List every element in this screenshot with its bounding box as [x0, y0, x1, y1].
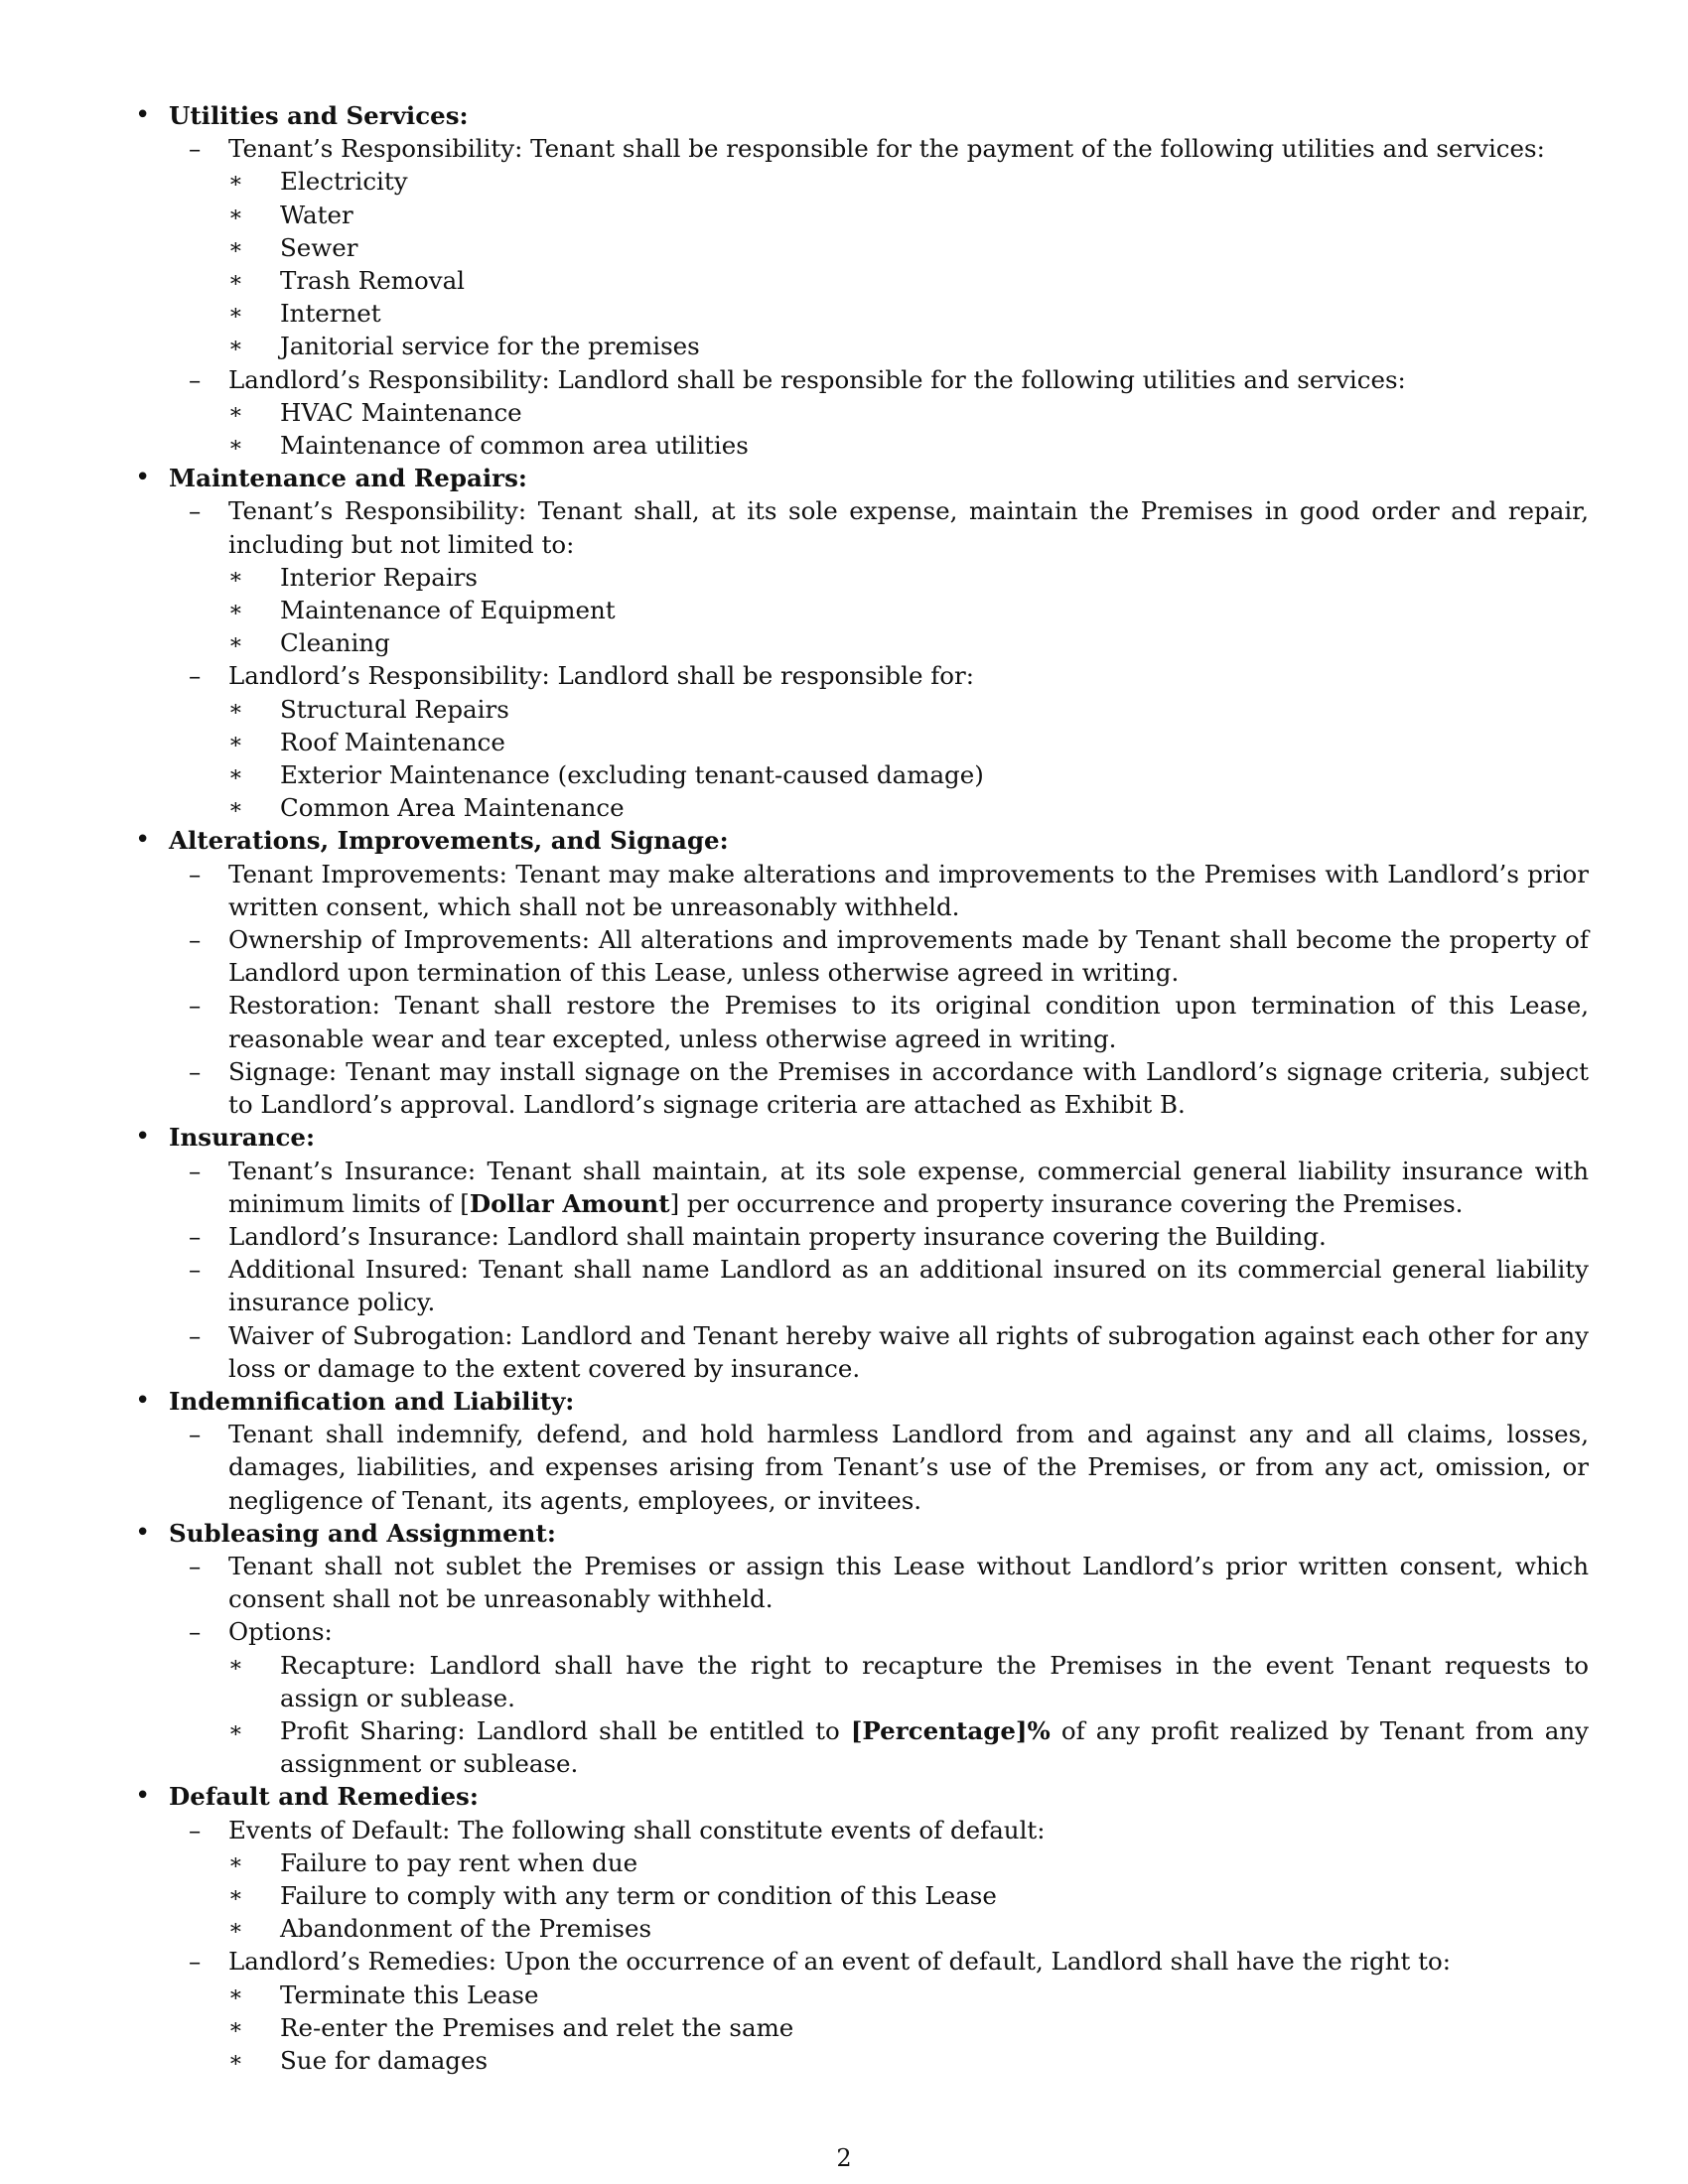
list-item: ∗ Failure to comply with any term or condition of this Lease: [228, 1879, 1589, 1912]
list-item: ∗ Maintenance of common area utilities: [228, 429, 1589, 462]
list-item: – Tenant shall indemnify, defend, and hold harmless Landlord from and against any and all claims, losses, damages, liabilities, and expenses arising from Tenant’s use of the Premises, or from any act, omission, or negligence of Tenant, its agents, employees, or invitees.: [129, 1418, 1589, 1517]
section-alterations: [129, 824, 1589, 1121]
list-item: – Landlord’s Responsibility: Landlord shall be responsible for: ∗ Structural Repairs ∗ Roof Maintenance ∗ Exterior Maintenance (excluding tenant-caused damage) ∗ Common Area Maintenance: [129, 659, 1589, 824]
section-heading: Default and Remedies:: [169, 1782, 479, 1812]
list-item: – Restoration: Tenant shall restore the Premises to its original condition upon termination of this Lease, reasonable wear and tear excepted, unless otherwise agreed in writing.: [129, 989, 1589, 1054]
section-insurance: [129, 1121, 1589, 1385]
section-heading: Utilities and Services:: [169, 101, 469, 130]
lease-content: [129, 99, 1589, 2077]
list-item: ∗ Water: [228, 199, 1589, 231]
list-item: – Landlord’s Insurance: Landlord shall maintain property insurance covering the Building.: [129, 1220, 1589, 1253]
list-item: ∗ Structural Repairs: [228, 693, 1589, 726]
list-item: – Landlord’s Responsibility: Landlord shall be responsible for the following utilities and services: ∗ HVAC Maintenance ∗ Maintenance of common area utilities: [129, 363, 1589, 463]
section-subleasing: [129, 1517, 1589, 1781]
list-item: ∗ Terminate this Lease: [228, 1979, 1589, 2011]
list-item: ∗ Exterior Maintenance (excluding tenant-caused damage): [228, 758, 1589, 791]
list-item: ∗ Profit Sharing: Landlord shall be entitled to [Percentage]% of any profit realized by Tenant from any assignment or sublease.: [228, 1714, 1589, 1780]
list-item: – Ownership of Improvements: All alterations and improvements made by Tenant shall become the property of Landlord upon termination of this Lease, unless otherwise agreed in writing.: [129, 923, 1589, 989]
list-item: ∗ Recapture: Landlord shall have the right to recapture the Premises in the event Tenant requests to assign or sublease.: [228, 1649, 1589, 1714]
list-item: ∗ Common Area Maintenance: [228, 791, 1589, 824]
list-item: – Tenant shall not sublet the Premises or assign this Lease without Landlord’s prior written consent, which consent shall not be unreasonably withheld.: [129, 1550, 1589, 1615]
list-item: ∗ Roof Maintenance: [228, 726, 1589, 758]
list-item: ∗ Interior Repairs: [228, 561, 1589, 594]
list-item: ∗ Abandonment of the Premises: [228, 1912, 1589, 1945]
section-default: [129, 1780, 1589, 2077]
section-heading: Maintenance and Repairs:: [169, 464, 527, 493]
list-item: ∗ Janitorial service for the premises: [228, 330, 1589, 362]
list-item: – Tenant’s Responsibility: Tenant shall be responsible for the payment of the following utilities and services: ∗ Electricity ∗ Water ∗ Sewer ∗ Trash Removal ∗ Internet ∗ Janitorial service for the premises: [129, 132, 1589, 362]
list-item: – Tenant Improvements: Tenant may make alterations and improvements to the Premises with Landlord’s prior written consent, which shall not be unreasonably withheld.: [129, 858, 1589, 923]
list-item: ∗ Cleaning: [228, 626, 1589, 659]
section-heading: Alterations, Improvements, and Signage:: [169, 826, 729, 856]
list-item: ∗ Sue for damages: [228, 2044, 1589, 2077]
section-heading: Subleasing and Assignment:: [169, 1518, 556, 1548]
list-item: ∗ Failure to pay rent when due: [228, 1846, 1589, 1879]
list-item: ∗ Trash Removal: [228, 264, 1589, 297]
placeholder-dollar-amount: Dollar Amount: [469, 1188, 670, 1218]
section-heading: Insurance:: [169, 1123, 316, 1153]
list-item: – Waiver of Subrogation: Landlord and Tenant hereby waive all rights of subrogation against each other for any loss or damage to the extent covered by insurance.: [129, 1319, 1589, 1385]
list-item: ∗ Electricity: [228, 165, 1589, 198]
list-item: ∗ Maintenance of Equipment: [228, 594, 1589, 626]
list-item: – Signage: Tenant may install signage on the Premises in accordance with Landlord’s signage criteria, subject to Landlord’s approval. Landlord’s signage criteria are attached as Exhibit B.: [129, 1055, 1589, 1121]
list-item: – Tenant’s Insurance: Tenant shall maintain, at its sole expense, commercial general liability insurance with minimum limits of [Dollar Amount] per occurrence and property insurance covering the Premises.: [129, 1155, 1589, 1220]
list-item: – Events of Default: The following shall constitute events of default: ∗ Failure to pay rent when due ∗ Failure to comply with any term or condition of this Lease ∗ Abandonment of the Premises: [129, 1814, 1589, 1946]
section-utilities: [129, 99, 1589, 462]
list-item: – Landlord’s Remedies: Upon the occurrence of an event of default, Landlord shall have the right to: ∗ Terminate this Lease ∗ Re-enter the Premises and relet the same ∗ Sue for damages: [129, 1945, 1589, 2077]
section-heading: Indemnification and Liability:: [169, 1386, 575, 1416]
list-item: – Options: ∗ Recapture: Landlord shall have the right to recapture the Premises in the event Tenant requests to assign or sublease. ∗ Profit Sharing: Landlord shall be entitled to [Percentage]% of any profit realized by Tenant from any assignment or sublease.: [129, 1615, 1589, 1780]
page-number: 2: [836, 2144, 852, 2172]
section-indemnification: [129, 1385, 1589, 1517]
placeholder-percentage: [Percentage]%: [850, 1715, 1051, 1745]
list-item: ∗ Sewer: [228, 231, 1589, 264]
list-item: – Additional Insured: Tenant shall name Landlord as an additional insured on its commercial general liability insurance policy.: [129, 1253, 1589, 1318]
list-item: ∗ HVAC Maintenance: [228, 396, 1589, 429]
list-item: ∗ Internet: [228, 297, 1589, 330]
list-item: – Tenant’s Responsibility: Tenant shall, at its sole expense, maintain the Premises in good order and repair, including but not limited to: ∗ Interior Repairs ∗ Maintenance of Equipment ∗ Cleaning: [129, 494, 1589, 659]
section-list: [129, 99, 1589, 2077]
list-item: ∗ Re-enter the Premises and relet the same: [228, 2011, 1589, 2044]
section-maintenance: [129, 462, 1589, 824]
